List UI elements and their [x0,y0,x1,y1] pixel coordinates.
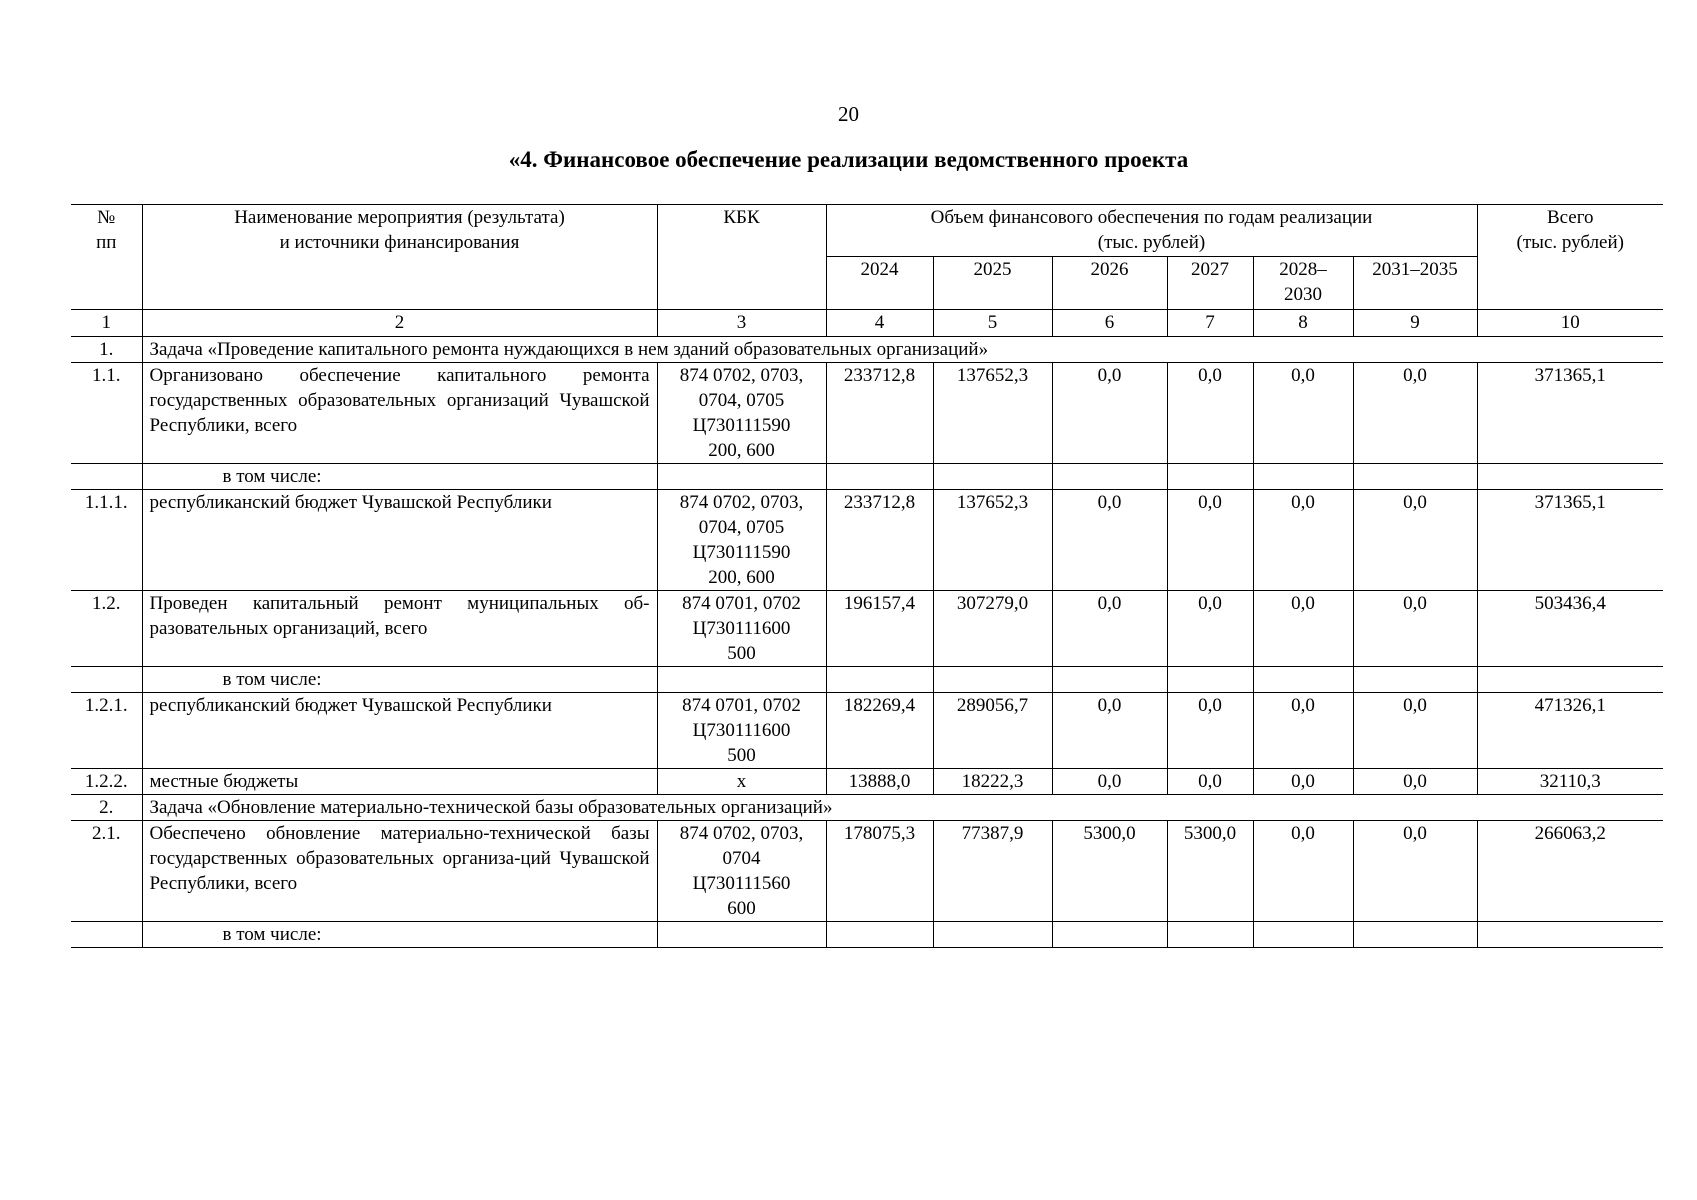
column-number: 9 [1353,310,1477,337]
empty-cell [1353,464,1477,490]
header-row-1 [71,205,1663,257]
activity-name: Проведен капитальный ремонт муниципальных об-разовательных организаций, всего [142,591,657,667]
task-row [71,795,1663,821]
total-value: 471326,1 [1477,693,1663,769]
activity-row [71,490,1663,591]
kbk-code: 874 0702, 0703, 0704, 0705 Ц730111590 200, 600 [657,363,826,464]
year-value: 0,0 [1353,363,1477,464]
empty-cell [1052,464,1167,490]
activity-name: республиканский бюджет Чувашской Республики [142,490,657,591]
header-total-label: Всего (тыс. рублей) [1516,207,1624,253]
empty-cell [657,464,826,490]
financing-table [71,204,1663,948]
year-value: 0,0 [1167,693,1253,769]
empty-cell [657,667,826,693]
empty-cell [71,667,142,693]
task-row [71,337,1663,363]
year-value: 289056,7 [933,693,1052,769]
including-label: в том числе: [142,464,657,490]
year-value: 0,0 [1167,591,1253,667]
empty-cell [933,464,1052,490]
empty-cell [1167,464,1253,490]
year-value: 137652,3 [933,363,1052,464]
column-number: 1 [71,310,142,337]
column-number: 3 [657,310,826,337]
year-value: 0,0 [1353,821,1477,922]
header-kbk-label: КБК [723,207,760,228]
column-number: 10 [1477,310,1663,337]
column-number: 4 [826,310,933,337]
header-num [71,205,142,310]
total-value: 32110,3 [1477,769,1663,795]
year-value: 0,0 [1253,363,1353,464]
year-value: 0,0 [1052,490,1167,591]
year-value: 0,0 [1353,769,1477,795]
year-value: 233712,8 [826,490,933,591]
activity-row [71,769,1663,795]
empty-cell [826,667,933,693]
year-value: 0,0 [1253,591,1353,667]
year-value: 0,0 [1253,490,1353,591]
task-title: Задача «Проведение капитального ремонта нуждающихся в нем зданий образовательных организаций» [142,337,1663,363]
subtotal-label-row [71,464,1663,490]
header-name [142,205,657,310]
year-value: 0,0 [1052,769,1167,795]
empty-cell [1167,922,1253,948]
row-number: 1.2.2. [71,769,142,795]
year-value: 0,0 [1052,693,1167,769]
including-label: в том числе: [142,667,657,693]
row-number: 2.1. [71,821,142,922]
kbk-code: 874 0702, 0703, 0704, 0705 Ц730111590 200, 600 [657,490,826,591]
year-value: 233712,8 [826,363,933,464]
page-number: 20 [838,102,859,126]
year-value: 77387,9 [933,821,1052,922]
empty-cell [71,464,142,490]
header-kbk [657,205,826,310]
empty-cell [933,922,1052,948]
empty-cell [1353,922,1477,948]
subtotal-label-row [71,922,1663,948]
empty-cell [1353,667,1477,693]
header-year: 2027 [1167,257,1253,310]
empty-cell [1052,922,1167,948]
empty-cell [1253,922,1353,948]
row-number: 1.1. [71,363,142,464]
year-value: 5300,0 [1167,821,1253,922]
column-number: 2 [142,310,657,337]
year-value: 178075,3 [826,821,933,922]
year-value: 13888,0 [826,769,933,795]
activity-row [71,693,1663,769]
activity-name: республиканский бюджет Чувашской Республики [142,693,657,769]
year-value: 0,0 [1253,693,1353,769]
total-value: 266063,2 [1477,821,1663,922]
column-number: 6 [1052,310,1167,337]
year-value: 0,0 [1052,591,1167,667]
year-value: 137652,3 [933,490,1052,591]
empty-cell [1477,922,1663,948]
header-num-label: № пп [96,207,117,253]
activity-row [71,363,1663,464]
empty-cell [933,667,1052,693]
empty-cell [657,922,826,948]
total-value: 371365,1 [1477,363,1663,464]
total-value: 503436,4 [1477,591,1663,667]
activity-row [71,591,1663,667]
header-total [1477,205,1663,310]
empty-cell [71,922,142,948]
header-year: 2026 [1052,257,1167,310]
column-number-row [71,310,1663,337]
year-value: 0,0 [1353,490,1477,591]
kbk-code: 874 0701, 0702 Ц730111600 500 [657,591,826,667]
year-value: 18222,3 [933,769,1052,795]
year-value: 0,0 [1353,693,1477,769]
empty-cell [1253,464,1353,490]
year-value: 0,0 [1353,591,1477,667]
header-name-label: Наименование мероприятия (результата) и источники финансирования [234,207,565,253]
header-year: 2024 [826,257,933,310]
activity-row [71,821,1663,922]
year-value: 0,0 [1167,769,1253,795]
kbk-code: 874 0701, 0702 Ц730111600 500 [657,693,826,769]
empty-cell [1477,667,1663,693]
empty-cell [1052,667,1167,693]
column-number: 8 [1253,310,1353,337]
header-volume [826,205,1477,257]
column-number: 7 [1167,310,1253,337]
row-number: 1.2. [71,591,142,667]
task-number: 2. [71,795,142,821]
empty-cell [1167,667,1253,693]
year-value: 307279,0 [933,591,1052,667]
total-value: 371365,1 [1477,490,1663,591]
year-value: 0,0 [1052,363,1167,464]
including-label: в том числе: [142,922,657,948]
year-value: 5300,0 [1052,821,1167,922]
empty-cell [826,464,933,490]
row-number: 1.2.1. [71,693,142,769]
task-title: Задача «Обновление материально-технической базы образовательных организаций» [142,795,1663,821]
year-value: 196157,4 [826,591,933,667]
kbk-code: 874 0702, 0703, 0704 Ц730111560 600 [657,821,826,922]
year-value: 0,0 [1253,769,1353,795]
header-volume-label: Объем финансового обеспечения по годам реализации (тыс. рублей) [930,207,1373,253]
kbk-code: х [657,769,826,795]
header-year: 2025 [933,257,1052,310]
activity-name: Организовано обеспечение капитального ремонта государственных образовательных организаций Чувашской Республики, всего [142,363,657,464]
task-number: 1. [71,337,142,363]
empty-cell [1253,667,1353,693]
activity-name: местные бюджеты [142,769,657,795]
column-number: 5 [933,310,1052,337]
empty-cell [826,922,933,948]
section-title: «4. Финансовое обеспечение реализации ведомственного проекта [508,147,1189,172]
header-year: 2028– 2030 [1253,257,1353,310]
subtotal-label-row [71,667,1663,693]
year-value: 182269,4 [826,693,933,769]
activity-name: Обеспечено обновление материально-технической базы государственных образовательных организа-ций Чувашской Республики, всего [142,821,657,922]
year-value: 0,0 [1167,363,1253,464]
empty-cell [1477,464,1663,490]
year-value: 0,0 [1167,490,1253,591]
row-number: 1.1.1. [71,490,142,591]
year-value: 0,0 [1253,821,1353,922]
header-year: 2031–2035 [1353,257,1477,310]
